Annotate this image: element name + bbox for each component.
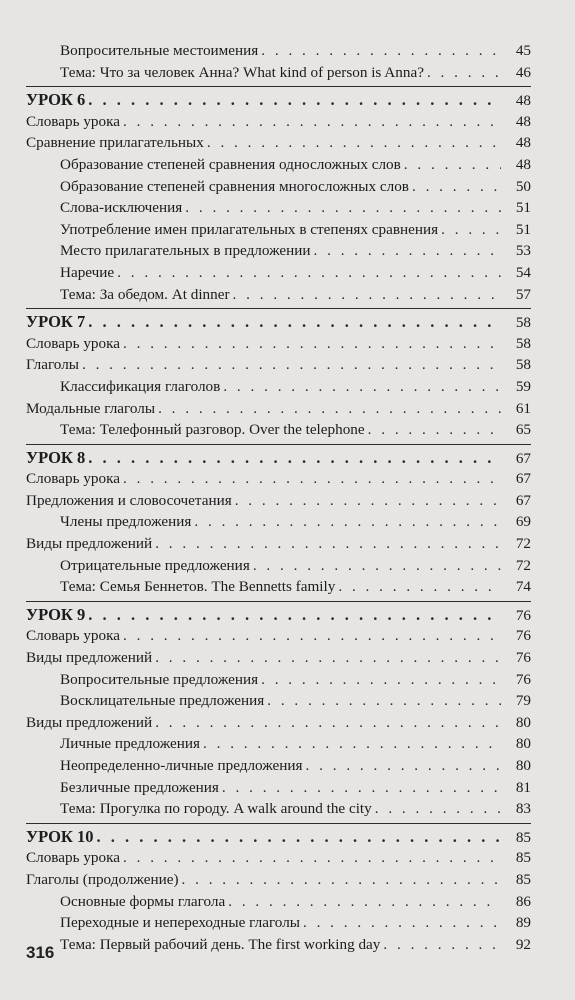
entry-title: Глаголы (продолжение) — [26, 870, 179, 888]
page-ref: 58 — [515, 356, 531, 374]
dot-leader — [155, 647, 501, 669]
dot-leader — [123, 333, 501, 355]
page-ref: 80 — [515, 757, 531, 774]
dot-leader — [182, 869, 501, 891]
entry-title: УРОК 9 — [26, 604, 86, 624]
dot-leader — [88, 447, 501, 469]
page-ref: 80 — [515, 735, 531, 753]
page-ref: 58 — [515, 334, 531, 352]
toc-entry — [26, 669, 531, 691]
page-ref: 46 — [515, 63, 531, 81]
entry-title: Словарь урока — [26, 849, 121, 867]
entry-title: Виды предложений — [26, 535, 153, 553]
page-ref: 48 — [515, 155, 531, 173]
dot-leader — [97, 826, 501, 848]
toc-entry — [26, 176, 531, 198]
toc-entry — [26, 576, 531, 598]
page-ref: 61 — [515, 399, 531, 417]
dot-leader — [233, 284, 501, 306]
entry-title: Образование степеней сравнения односложных слов — [60, 155, 401, 173]
page-ref: 51 — [515, 220, 531, 238]
page-ref: 50 — [515, 177, 531, 195]
entry-title: Модальные глаголы — [26, 399, 156, 417]
lesson-heading-row — [26, 826, 531, 848]
entry-title: Личные предложения — [60, 735, 200, 753]
page-ref: 76 — [515, 627, 531, 645]
dot-leader — [267, 690, 501, 712]
dot-leader — [88, 89, 501, 111]
page-ref: 85 — [515, 849, 531, 867]
entry-title: Сравнение прилагательных — [26, 134, 204, 152]
entry-title: Употребление имен прилагательных в степенях сравнения — [60, 220, 439, 238]
dot-leader — [203, 733, 501, 755]
dot-leader — [375, 798, 501, 820]
toc-entry — [26, 625, 531, 647]
dot-leader — [222, 777, 501, 799]
toc-entry — [26, 533, 531, 555]
entry-title: Тема: Телефонный разговор. Over the telephone — [60, 421, 365, 439]
page-ref: 48 — [515, 134, 531, 152]
entry-title: Глаголы — [26, 356, 79, 374]
toc-entry — [26, 733, 531, 755]
page-ref: 86 — [515, 892, 531, 910]
dot-leader — [338, 576, 501, 598]
page-ref: 67 — [515, 449, 531, 467]
page-ref: 79 — [515, 692, 531, 710]
entry-title: Безличные предложения — [60, 778, 219, 796]
dot-leader — [412, 176, 501, 198]
toc-entry — [26, 40, 531, 62]
page-ref: 76 — [515, 606, 531, 624]
entry-title: Виды предложений — [26, 649, 153, 667]
dot-leader — [235, 490, 501, 512]
dot-leader — [155, 712, 501, 734]
entry-title: УРОК 10 — [26, 826, 94, 846]
page-ref: 72 — [515, 535, 531, 553]
page-ref: 72 — [515, 556, 531, 574]
toc-entry — [26, 847, 531, 869]
entry-title: Словарь урока — [26, 112, 121, 130]
entry-title: Тема: Семья Беннетов. The Bennetts family — [60, 578, 336, 596]
entry-title: Тема: Что за человек Анна? What kind of person is Anna? — [60, 63, 424, 81]
page-ref: 85 — [515, 828, 531, 846]
page-ref: 80 — [515, 713, 531, 731]
page-ref: 69 — [515, 513, 531, 531]
table-of-contents — [26, 40, 531, 955]
page-ref: 67 — [515, 491, 531, 509]
page-ref: 85 — [515, 870, 531, 888]
lesson-heading-row — [26, 311, 531, 333]
toc-entry — [26, 647, 531, 669]
page-ref: 65 — [515, 421, 531, 439]
entry-title: Образование степеней сравнения многосложных слов — [60, 177, 409, 195]
entry-title: Словарь урока — [26, 627, 121, 645]
page-ref: 89 — [515, 914, 531, 932]
page-ref: 53 — [515, 242, 531, 260]
toc-entry — [26, 798, 531, 820]
dot-leader — [383, 934, 501, 956]
entry-title: УРОК 6 — [26, 90, 86, 110]
page-ref: 45 — [515, 42, 531, 59]
toc-entry — [26, 869, 531, 891]
page-ref: 59 — [515, 377, 531, 395]
toc-entry — [26, 376, 531, 398]
toc-entry — [26, 111, 531, 133]
entry-title: Словарь урока — [26, 334, 121, 352]
dot-leader — [261, 669, 501, 691]
dot-leader — [441, 219, 501, 241]
toc-entry — [26, 511, 531, 533]
entry-title: Словарь урока — [26, 470, 121, 488]
dot-leader — [261, 40, 501, 62]
dot-leader — [123, 111, 501, 133]
toc-entry — [26, 468, 531, 490]
page-ref: 81 — [515, 778, 531, 796]
entry-title: Тема: Прогулка по городу. A walk around the city — [60, 800, 372, 818]
page-ref: 51 — [515, 199, 531, 217]
entry-title: Классификация глаголов — [60, 377, 221, 395]
toc-entry — [26, 755, 531, 777]
dot-leader — [253, 555, 501, 577]
dot-leader — [117, 262, 501, 284]
dot-leader — [303, 912, 501, 934]
dot-leader — [123, 625, 501, 647]
entry-title: Восклицательные предложения — [60, 692, 265, 710]
dot-leader — [123, 468, 501, 490]
dot-leader — [194, 511, 501, 533]
dot-leader — [306, 755, 501, 777]
entry-title: Отрицательные предложения — [60, 556, 250, 574]
dot-leader — [185, 197, 501, 219]
toc-entry — [26, 62, 531, 84]
entry-title: Вопросительные предложения — [60, 670, 259, 688]
page-ref: 54 — [515, 263, 531, 281]
dot-leader — [123, 847, 501, 869]
page-ref: 67 — [515, 470, 531, 488]
toc-entry — [26, 219, 531, 241]
toc-entry — [26, 490, 531, 512]
entry-title: Место прилагательных в предложении — [60, 242, 311, 260]
page-ref: 57 — [515, 285, 531, 303]
toc-entry — [26, 690, 531, 712]
dot-leader — [314, 240, 501, 262]
dot-leader — [88, 311, 501, 333]
dot-leader — [207, 132, 501, 154]
entry-title: УРОК 7 — [26, 312, 86, 332]
toc-entry — [26, 398, 531, 420]
entry-title: Вопросительные местоимения — [60, 42, 259, 59]
page-ref: 74 — [515, 578, 531, 596]
page-ref: 76 — [515, 670, 531, 688]
entry-title: Неопределенно-личные предложения — [60, 757, 303, 774]
toc-entry — [26, 934, 531, 956]
entry-title: Основные формы глагола — [60, 892, 226, 910]
dot-leader — [427, 62, 501, 84]
page-number: 316 — [26, 943, 55, 962]
toc-entry — [26, 777, 531, 799]
lesson-heading-row — [26, 447, 531, 469]
page-ref: 92 — [515, 935, 531, 953]
toc-entry — [26, 240, 531, 262]
toc-entry — [26, 891, 531, 913]
lesson-heading-row — [26, 604, 531, 626]
dot-leader — [88, 604, 501, 626]
toc-entry — [26, 197, 531, 219]
dot-leader — [228, 891, 501, 913]
page-ref: 58 — [515, 314, 531, 332]
page-ref: 48 — [515, 112, 531, 130]
entry-title: Переходные и непереходные глаголы — [60, 914, 300, 932]
entry-title: Наречие — [60, 263, 115, 281]
toc-entry — [26, 132, 531, 154]
page-ref: 76 — [515, 649, 531, 667]
toc-entry — [26, 555, 531, 577]
toc-entry — [26, 912, 531, 934]
entry-title: Слова-исключения — [60, 199, 183, 217]
entry-title: Тема: Первый рабочий день. The first working day — [60, 935, 381, 953]
lesson-heading-row — [26, 89, 531, 111]
entry-title: Члены предложения — [60, 513, 192, 531]
toc-entry — [26, 419, 531, 441]
toc-entry — [26, 284, 531, 306]
dot-leader — [82, 354, 501, 376]
entry-title: Виды предложений — [26, 713, 153, 731]
entry-title: Тема: За обедом. At dinner — [60, 285, 230, 303]
dot-leader — [404, 154, 501, 176]
toc-entry — [26, 262, 531, 284]
page-ref: 48 — [515, 92, 531, 110]
toc-entry — [26, 354, 531, 376]
dot-leader — [158, 398, 501, 420]
toc-entry — [26, 333, 531, 355]
entry-title: УРОК 8 — [26, 447, 86, 467]
dot-leader — [223, 376, 501, 398]
page-ref: 83 — [515, 800, 531, 818]
toc-entry — [26, 712, 531, 734]
dot-leader — [155, 533, 501, 555]
dot-leader — [368, 419, 501, 441]
entry-title: Предложения и словосочетания — [26, 491, 232, 509]
toc-entry — [26, 154, 531, 176]
